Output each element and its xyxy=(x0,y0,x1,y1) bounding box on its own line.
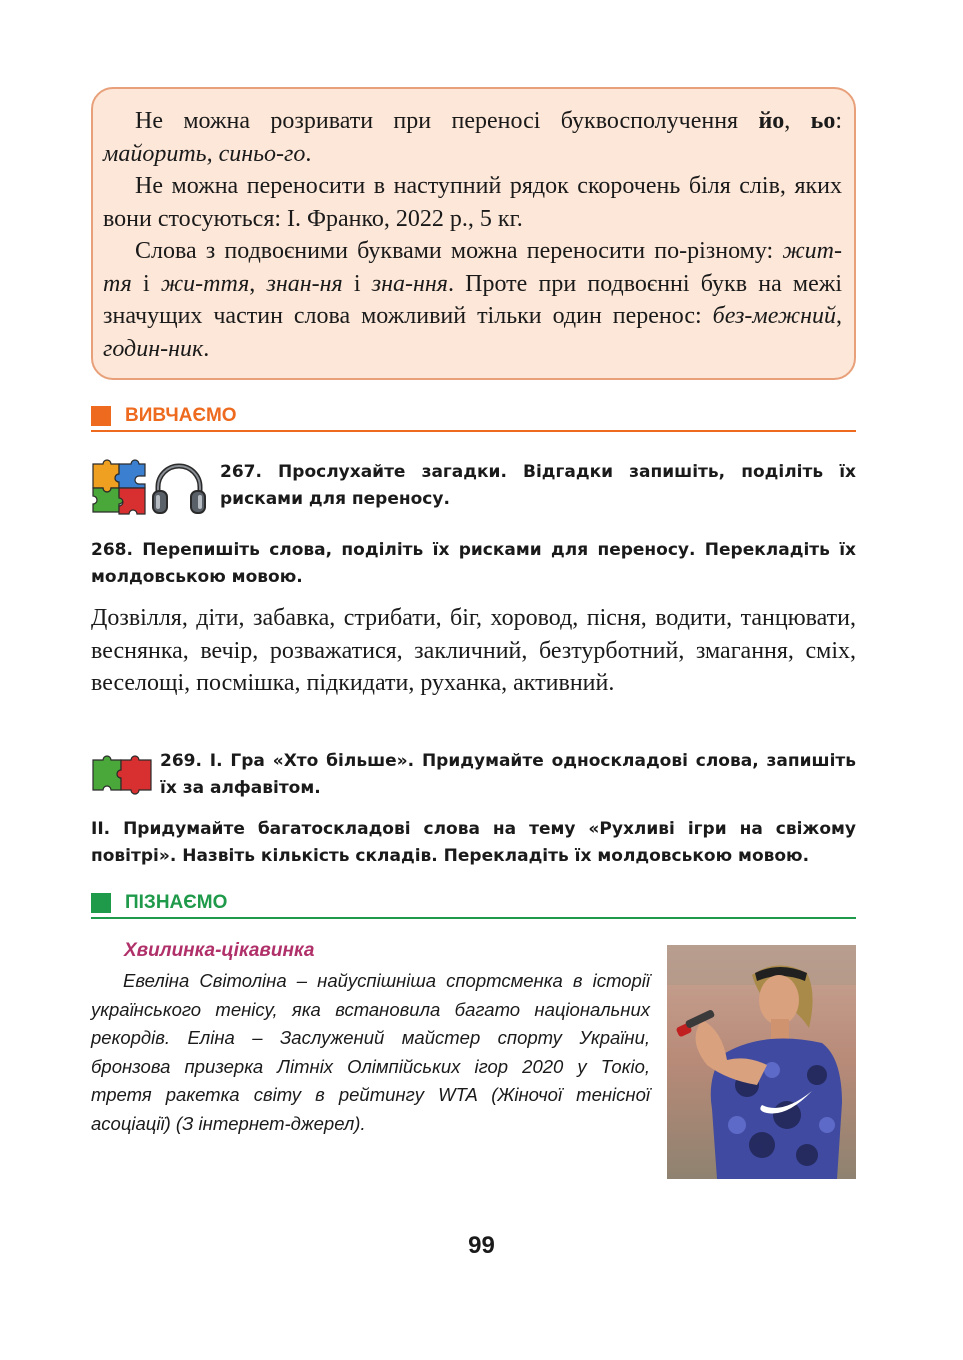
task-269-part-1: 269. І. Гра «Хто більше». Придумайте односкладові слова, запишіть їх за алфавітом. xyxy=(160,751,856,798)
rule-paragraph-1: Не можна розривати при переносі буквосполучення йо, ьо: майорить, синьо-го. xyxy=(103,108,842,167)
headphones-icon xyxy=(150,459,208,517)
section-title: ВИВЧАЄМО xyxy=(125,405,237,426)
section-marker xyxy=(91,406,111,426)
section-divider xyxy=(91,917,856,919)
section-marker xyxy=(91,893,111,913)
section-title: ПІЗНАЄМО xyxy=(125,892,228,913)
section-header-learn xyxy=(91,889,856,919)
puzzle-icon xyxy=(91,752,153,796)
tennis-player-photo xyxy=(667,945,856,1179)
word-list: Дозвілля, діти, забавка, стрибати, біг, хоровод, пісня, водити, танцювати, веснянка, вечір, розважатися, закличний, безтурботний, змагання, сміх, веселощі, посмішка, підкидати, руханка, активний. xyxy=(91,605,856,696)
rule-box xyxy=(91,87,856,380)
rule-paragraph-3: Слова з подвоєними буквами можна переносити по-різному: жит-тя і жи-ття, знан-ня і зна-ння. Проте при подвоєнні букв на межі значущих частин слова можливий тільки один перенос: без-межний, годин-ник. xyxy=(103,238,842,362)
task-267: 267. Прослухайте загадки. Відгадки запишіть, поділіть їх рисками для переносу. xyxy=(220,462,856,509)
rule-paragraph-2: Не можна переносити в наступний рядок скорочень біля слів, яких вони стосуються: І. Франко, 2022 р., 5 кг. xyxy=(103,173,842,232)
task-269-part-2: ІІ. Придумайте багатоскладові слова на тему «Рухливі ігри на свіжому повітрі». Назвіть кількість складів. Перекладіть їх молдовською мовою. xyxy=(91,819,856,866)
page-number: 99 xyxy=(468,1232,495,1259)
puzzle-icon xyxy=(89,458,149,518)
fact-text: Евеліна Світоліна – найуспішніша спортсменка в історії українського тенісу, яка встановила багато національних рекордів. Еліна – Заслужений майстер спорту України, бронзова призерка Літніх Олімпійських ігор 2020 у Токіо, третя ракетка світу в рейтингу WTA (Жіночої тенісної асоціації) (З інтернет-джерел). xyxy=(91,970,650,1134)
fact-heading: Хвилинка-цікавинка xyxy=(124,940,315,961)
section-header-study xyxy=(91,402,856,432)
section-divider xyxy=(91,430,856,432)
task-268: 268. Перепишіть слова, поділіть їх рисками для переносу. Перекладіть їх молдовською мовою. xyxy=(91,540,856,587)
